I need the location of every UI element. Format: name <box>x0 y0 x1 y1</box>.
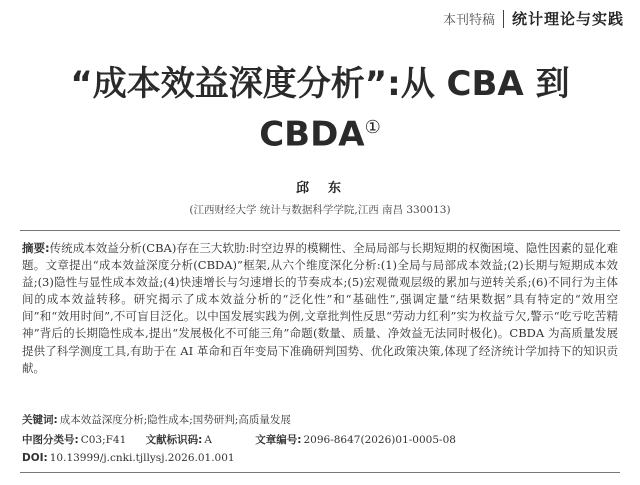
author-name: 邱 东 <box>295 181 344 196</box>
title-line-2 <box>0 106 640 156</box>
doc-code-label: 文献标识码: <box>145 434 203 446</box>
header-divider <box>503 10 504 28</box>
author-affiliation: (江西财经大学 统计与数据科学学院,江西 南昌 330013) <box>189 204 451 216</box>
doc-code-value: A <box>204 434 212 446</box>
abstract-label: 摘要: <box>22 241 50 255</box>
bottom-rule <box>20 472 620 473</box>
page-header <box>443 8 624 29</box>
keywords-text: 成本效益深度分析;隐性成本;国势研判;高质量发展 <box>59 414 291 426</box>
doi-value[interactable]: 10.13999/j.cnki.tjllysj.2026.01.001 <box>49 452 235 464</box>
abstract <box>22 240 618 377</box>
abstract-text: 传统成本效益分析(CBA)存在三大软肋:时空边界的模糊性、全局局部与长期短期的权衡困境、隐性因素的显化难题。文章提出“成本效益深度分析(CBDA)”框架,从六个维度深化分析:(1)全局与局部成本效益;(2)长期与短期成本效益;(3)隐性与显性成本效益;(4)快速增长与匀速增长的节奏成本;(5)宏观微观层级的累加与逆转关系;(6)不同行为主体间的成本效益转移。研究揭示了成本效益分析的“泛化性”和“基础性”,强调定量“结果数据”具有特定的“效用空间”和“效用时间”,不可盲目泛化。以中国发展实践为例,文章批判性反思“劳动力红利”实为枚益亏欠,警示“吃亏吃苦精神”背后的长期隐性成本,提出“发展极化不可能三角”命题(数量、质量、净效益无法同时极化)。CBDA 为高质量发展提供了科学测度工具,有助于在 AI 革命和百年变局下准确研判国势、优化政策决策,体现了经济统计学加持下的知识贡献。 <box>22 241 618 375</box>
doi-label: DOI: <box>22 452 48 464</box>
article-number-label: 文章编号: <box>255 434 302 446</box>
footnote-mark[interactable]: ① <box>364 117 381 138</box>
top-rule <box>20 230 620 231</box>
journal-name: 统计理论与实践 <box>511 10 624 28</box>
clc-value: C03;F41 <box>80 434 127 446</box>
title-line-2-text: CBDA <box>259 114 365 155</box>
keywords <box>22 412 293 427</box>
keywords-label: 关键词: <box>22 414 58 426</box>
title-line-1: “成本效益深度分析”:从 CBA 到 <box>70 64 570 104</box>
article-number-value: 2096-8647(2026)01-0005-08 <box>303 434 456 446</box>
doi-line <box>22 452 237 464</box>
classification-line <box>22 432 458 447</box>
column-name: 本刊特稿 <box>442 13 495 28</box>
article-title <box>0 62 640 156</box>
clc-label: 中图分类号: <box>22 434 79 446</box>
